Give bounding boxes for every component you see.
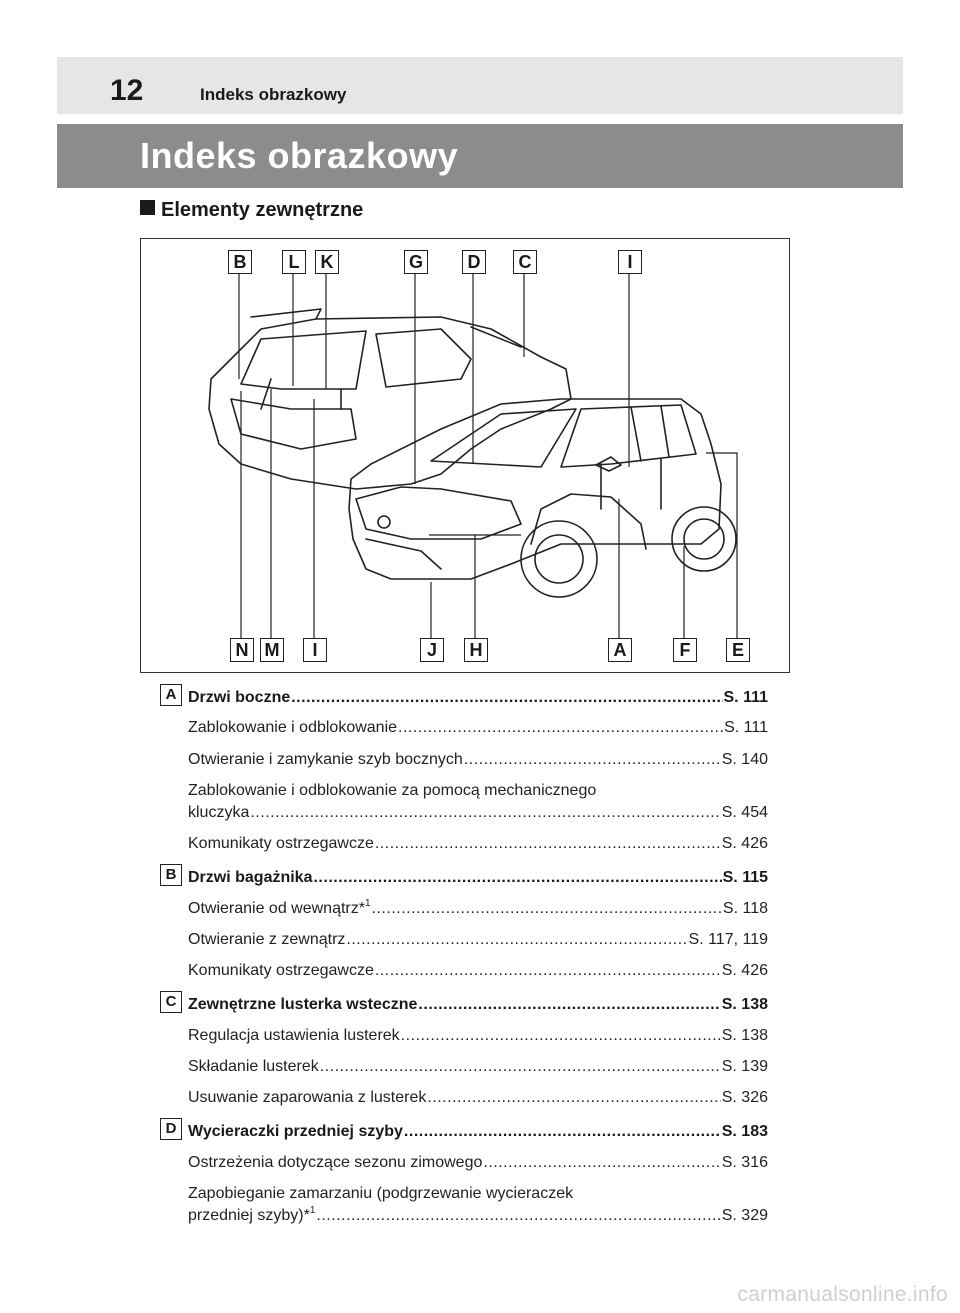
- callout-I-bottom: I: [303, 638, 327, 662]
- page-ref: S. 326: [721, 1089, 768, 1106]
- car-exterior-figure: [140, 238, 790, 673]
- callout-D: D: [462, 250, 486, 274]
- page-ref: S. 454: [721, 804, 768, 821]
- sub-item-text: Otwieranie z zewnątrz: [188, 931, 346, 948]
- sub-item-text: Otwieranie od wewnątrz*: [188, 900, 365, 917]
- entry-A-sub-2: [188, 750, 768, 770]
- entry-B-sub-1: [188, 899, 768, 919]
- page-ref: S. 118: [722, 900, 768, 917]
- sub-item-text: Komunikaty ostrzegawcze: [188, 835, 374, 852]
- car-illustration: [141, 239, 789, 672]
- callout-G: G: [404, 250, 428, 274]
- entry-letter-D: D: [160, 1118, 182, 1140]
- callout-C: C: [513, 250, 537, 274]
- page-ref: S. 138: [721, 1027, 768, 1044]
- sub-item-text: Regulacja ustawienia lusterek: [188, 1027, 400, 1044]
- footnote-marker: 1: [364, 898, 371, 909]
- callout-B: B: [228, 250, 252, 274]
- sub-item-line1: Zablokowanie i odblokowanie za pomocą mechanicznego: [188, 782, 597, 799]
- running-title: Indeks obrazkowy: [200, 85, 347, 104]
- entry-D-sub-2: [188, 1206, 768, 1226]
- running-header: [57, 57, 903, 114]
- sub-item-text: Zablokowanie i odblokowanie: [188, 719, 398, 736]
- square-bullet-icon: [140, 200, 155, 215]
- entry-C-sub-1: [188, 1026, 768, 1046]
- callout-I-top: I: [618, 250, 642, 274]
- callout-J: J: [420, 638, 444, 662]
- page-ref: S. 139: [721, 1058, 768, 1075]
- entry-B-sub-3: [188, 961, 768, 981]
- sub-item-text: Składanie lusterek: [188, 1058, 319, 1075]
- sub-item-text: Usuwanie zaparowania z lusterek: [188, 1089, 427, 1106]
- page-ref: S. 426: [721, 835, 768, 852]
- sub-item-text: Ostrzeżenia dotyczące sezonu zimowego: [188, 1154, 483, 1171]
- page-title: Indeks obrazkowy: [140, 135, 459, 176]
- entry-title: Wycieraczki przedniej szyby: [188, 1123, 403, 1140]
- callout-K: K: [315, 250, 339, 274]
- callout-L: L: [282, 250, 306, 274]
- entry-title: Drzwi bagażnika: [188, 869, 313, 886]
- page-ref: S. 115: [722, 869, 768, 886]
- callout-F: F: [673, 638, 697, 662]
- front-windshield: [431, 409, 576, 467]
- entry-A-sub-3: [188, 803, 768, 823]
- sub-item-text: kluczyka: [188, 804, 250, 821]
- page-ref: S. 111: [723, 689, 768, 706]
- entry-letter-B: B: [160, 864, 182, 886]
- watermark: carmanualsonline.info: [737, 1283, 948, 1306]
- page-ref: S. 426: [721, 962, 768, 979]
- entry-B-title-row: [188, 868, 768, 888]
- page-number: 12: [110, 74, 144, 107]
- callout-H: H: [464, 638, 488, 662]
- front-car-body: [349, 399, 721, 579]
- callout-E: E: [726, 638, 750, 662]
- page-ref: S. 138: [721, 996, 768, 1013]
- entry-C-sub-2: [188, 1057, 768, 1077]
- page-ref: S. 111: [724, 719, 768, 736]
- callout-A: A: [608, 638, 632, 662]
- entry-letter-C: C: [160, 991, 182, 1013]
- entry-C-title-row: [188, 995, 768, 1015]
- entry-D-sub-1: [188, 1153, 768, 1173]
- sub-item-text: Komunikaty ostrzegawcze: [188, 962, 374, 979]
- section-heading-text: Elementy zewnętrzne: [161, 199, 364, 221]
- footnote-marker: 1: [309, 1205, 316, 1216]
- entry-title: Zewnętrzne lusterka wsteczne: [188, 996, 418, 1013]
- sub-item-text: Otwieranie i zamykanie szyb bocznych: [188, 751, 463, 768]
- page-ref: S. 329: [721, 1207, 768, 1224]
- page-ref: S. 183: [721, 1123, 768, 1140]
- page-ref: S. 117, 119: [688, 931, 768, 948]
- entry-A-sub-4: [188, 834, 768, 854]
- page-ref: S. 316: [721, 1154, 768, 1171]
- sub-item-line1: Zapobieganie zamarzaniu (podgrzewanie wycieraczek: [188, 1185, 574, 1202]
- entry-A-title-row: [188, 688, 768, 708]
- callout-N: N: [230, 638, 254, 662]
- entry-title: Drzwi boczne: [188, 689, 291, 706]
- page-ref: S. 140: [721, 751, 768, 768]
- entry-D-title-row: [188, 1122, 768, 1142]
- entry-letter-A: A: [160, 684, 182, 706]
- section-heading: [140, 198, 363, 222]
- callout-M: M: [260, 638, 284, 662]
- sub-item-text: przedniej szyby)*: [188, 1207, 310, 1224]
- entry-C-sub-3: [188, 1088, 768, 1108]
- entry-A-sub-1: [188, 718, 768, 738]
- entry-B-sub-2: [188, 930, 768, 950]
